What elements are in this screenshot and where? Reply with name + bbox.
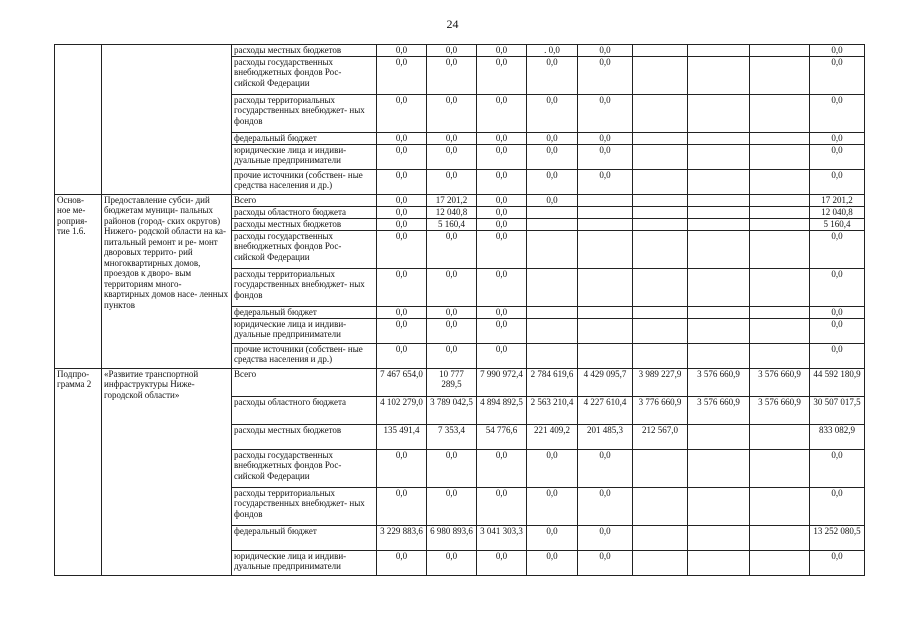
amount-cell: 0,0 bbox=[810, 132, 865, 144]
amount-cell: 0,0 bbox=[527, 56, 578, 94]
amount-cell: 0,0 bbox=[527, 525, 578, 550]
amount-cell bbox=[578, 318, 633, 343]
amount-cell: 2 563 210,4 bbox=[527, 396, 578, 424]
amount-cell: 0,0 bbox=[477, 144, 527, 169]
amount-cell: 0,0 bbox=[427, 144, 477, 169]
amount-cell: 3 789 042,5 bbox=[427, 396, 477, 424]
amount-cell: 0,0 bbox=[810, 487, 865, 525]
funding-source-cell: федеральный бюджет bbox=[232, 306, 377, 318]
amount-cell: . 0,0 bbox=[527, 45, 578, 57]
amount-cell bbox=[633, 45, 688, 57]
amount-cell: 0,0 bbox=[477, 230, 527, 268]
amount-cell bbox=[688, 343, 750, 368]
amount-cell: 0,0 bbox=[578, 132, 633, 144]
amount-cell: 4 102 279,0 bbox=[377, 396, 427, 424]
amount-cell bbox=[750, 218, 810, 230]
amount-cell bbox=[633, 56, 688, 94]
amount-cell: 0,0 bbox=[427, 56, 477, 94]
amount-cell: 3 576 660,9 bbox=[750, 368, 810, 396]
funding-source-cell: прочие источники (собствен- ные средства населения и др.) bbox=[232, 343, 377, 368]
funding-source-cell: расходы государственных внебюджетных фондов Рос- сийской Федерации bbox=[232, 56, 377, 94]
funding-source-cell: юридические лица и индиви- дуальные предприниматели bbox=[232, 318, 377, 343]
amount-cell: 0,0 bbox=[377, 206, 427, 218]
amount-cell bbox=[750, 132, 810, 144]
amount-cell: 0,0 bbox=[377, 194, 427, 206]
amount-cell: 4 429 095,7 bbox=[578, 368, 633, 396]
amount-cell: 0,0 bbox=[377, 487, 427, 525]
amount-cell bbox=[578, 194, 633, 206]
amount-cell bbox=[688, 132, 750, 144]
amount-cell: 135 491,4 bbox=[377, 424, 427, 449]
amount-cell bbox=[688, 550, 750, 575]
amount-cell: 0,0 bbox=[810, 343, 865, 368]
amount-cell: 0,0 bbox=[477, 318, 527, 343]
amount-cell bbox=[578, 218, 633, 230]
funding-source-cell: юридические лица и индиви- дуальные предприниматели bbox=[232, 550, 377, 575]
amount-cell: 0,0 bbox=[578, 525, 633, 550]
amount-cell bbox=[688, 306, 750, 318]
amount-cell bbox=[750, 230, 810, 268]
amount-cell: 0,0 bbox=[477, 449, 527, 487]
amount-cell bbox=[688, 268, 750, 306]
amount-cell: 6 980 893,6 bbox=[427, 525, 477, 550]
measure-code-cell bbox=[55, 45, 102, 195]
amount-cell: 0,0 bbox=[578, 487, 633, 525]
amount-cell: 833 082,9 bbox=[810, 424, 865, 449]
funding-source-cell: расходы территориальных государственных внебюджет- ных фондов bbox=[232, 268, 377, 306]
amount-cell bbox=[688, 56, 750, 94]
amount-cell bbox=[688, 206, 750, 218]
amount-cell: 221 409,2 bbox=[527, 424, 578, 449]
amount-cell bbox=[688, 194, 750, 206]
amount-cell: 0,0 bbox=[377, 94, 427, 132]
amount-cell bbox=[527, 218, 578, 230]
amount-cell bbox=[688, 169, 750, 194]
amount-cell bbox=[527, 318, 578, 343]
amount-cell: 0,0 bbox=[810, 230, 865, 268]
amount-cell bbox=[750, 169, 810, 194]
amount-cell: 0,0 bbox=[527, 550, 578, 575]
amount-cell: 0,0 bbox=[477, 218, 527, 230]
amount-cell bbox=[750, 268, 810, 306]
amount-cell: 17 201,2 bbox=[810, 194, 865, 206]
amount-cell: 7 467 654,0 bbox=[377, 368, 427, 396]
amount-cell bbox=[633, 194, 688, 206]
amount-cell bbox=[633, 144, 688, 169]
amount-cell: 0,0 bbox=[477, 343, 527, 368]
amount-cell: 0,0 bbox=[377, 343, 427, 368]
amount-cell bbox=[750, 487, 810, 525]
amount-cell: 13 252 080,5 bbox=[810, 525, 865, 550]
amount-cell bbox=[688, 424, 750, 449]
amount-cell: 0,0 bbox=[427, 487, 477, 525]
amount-cell: 0,0 bbox=[427, 169, 477, 194]
amount-cell bbox=[633, 343, 688, 368]
budget-table bbox=[54, 44, 865, 576]
amount-cell bbox=[750, 94, 810, 132]
amount-cell: 0,0 bbox=[377, 449, 427, 487]
amount-cell: 0,0 bbox=[477, 194, 527, 206]
amount-cell: 0,0 bbox=[578, 94, 633, 132]
amount-cell: 0,0 bbox=[527, 144, 578, 169]
amount-cell: 3 576 660,9 bbox=[688, 368, 750, 396]
amount-cell: 10 777 289,5 bbox=[427, 368, 477, 396]
amount-cell bbox=[578, 306, 633, 318]
amount-cell: 0,0 bbox=[810, 318, 865, 343]
amount-cell: 0,0 bbox=[477, 550, 527, 575]
amount-cell: 5 160,4 bbox=[427, 218, 477, 230]
funding-source-cell: расходы государственных внебюджетных фондов Рос- сийской Федерации bbox=[232, 449, 377, 487]
funding-source-cell: расходы областного бюджета bbox=[232, 206, 377, 218]
amount-cell: 0,0 bbox=[527, 169, 578, 194]
amount-cell: 0,0 bbox=[377, 45, 427, 57]
amount-cell: 5 160,4 bbox=[810, 218, 865, 230]
funding-source-cell: федеральный бюджет bbox=[232, 132, 377, 144]
amount-cell bbox=[527, 343, 578, 368]
amount-cell: 0,0 bbox=[427, 94, 477, 132]
amount-cell bbox=[633, 306, 688, 318]
amount-cell: 0,0 bbox=[477, 94, 527, 132]
amount-cell: 0,0 bbox=[477, 132, 527, 144]
amount-cell bbox=[688, 144, 750, 169]
amount-cell bbox=[688, 318, 750, 343]
amount-cell bbox=[750, 449, 810, 487]
amount-cell: 54 776,6 bbox=[477, 424, 527, 449]
amount-cell bbox=[633, 132, 688, 144]
amount-cell: 17 201,2 bbox=[427, 194, 477, 206]
amount-cell: 0,0 bbox=[527, 132, 578, 144]
amount-cell: 0,0 bbox=[377, 132, 427, 144]
amount-cell bbox=[633, 218, 688, 230]
amount-cell bbox=[578, 206, 633, 218]
amount-cell bbox=[688, 487, 750, 525]
funding-source-cell: расходы областного бюджета bbox=[232, 396, 377, 424]
measure-title-cell: Предоставление субси- дий бюджетам муници- пальных районов (город- ских округов) Нижего- родской области на ка- питальный ремонт и ре- монт дворовых террито- рий многоквартирных домов, проездов к дворо- вым территориям много- квартирных домов насе- ленных пунктов bbox=[102, 194, 232, 368]
amount-cell: 0,0 bbox=[810, 449, 865, 487]
amount-cell: 0,0 bbox=[578, 169, 633, 194]
amount-cell: 0,0 bbox=[427, 449, 477, 487]
amount-cell: 0,0 bbox=[377, 268, 427, 306]
funding-source-cell: расходы территориальных государственных внебюджет- ных фондов bbox=[232, 487, 377, 525]
funding-source-cell: Всего bbox=[232, 194, 377, 206]
amount-cell bbox=[750, 318, 810, 343]
amount-cell: 0,0 bbox=[427, 550, 477, 575]
amount-cell bbox=[750, 306, 810, 318]
amount-cell: 7 990 972,4 bbox=[477, 368, 527, 396]
amount-cell: 0,0 bbox=[810, 169, 865, 194]
amount-cell bbox=[688, 94, 750, 132]
amount-cell: 0,0 bbox=[527, 194, 578, 206]
funding-source-cell: Всего bbox=[232, 368, 377, 396]
amount-cell bbox=[688, 230, 750, 268]
amount-cell: 44 592 180,9 bbox=[810, 368, 865, 396]
table-row bbox=[55, 194, 865, 206]
amount-cell bbox=[527, 230, 578, 268]
measure-code-cell: Подпро- грамма 2 bbox=[55, 368, 102, 575]
funding-source-cell: расходы территориальных государственных внебюджет- ных фондов bbox=[232, 94, 377, 132]
measure-code-cell: Основ- ное ме- роприя- тие 1.6. bbox=[55, 194, 102, 368]
amount-cell: 0,0 bbox=[477, 487, 527, 525]
amount-cell bbox=[688, 525, 750, 550]
amount-cell: 0,0 bbox=[578, 45, 633, 57]
amount-cell bbox=[633, 94, 688, 132]
amount-cell: 12 040,8 bbox=[427, 206, 477, 218]
amount-cell: 0,0 bbox=[527, 487, 578, 525]
amount-cell: 0,0 bbox=[810, 45, 865, 57]
amount-cell: 0,0 bbox=[578, 449, 633, 487]
amount-cell: 0,0 bbox=[427, 318, 477, 343]
funding-source-cell: юридические лица и индиви- дуальные предприниматели bbox=[232, 144, 377, 169]
amount-cell: 0,0 bbox=[527, 449, 578, 487]
amount-cell: 3 989 227,9 bbox=[633, 368, 688, 396]
amount-cell bbox=[750, 550, 810, 575]
amount-cell bbox=[578, 230, 633, 268]
amount-cell: 0,0 bbox=[427, 306, 477, 318]
amount-cell: 0,0 bbox=[427, 268, 477, 306]
amount-cell bbox=[527, 206, 578, 218]
amount-cell: 201 485,3 bbox=[578, 424, 633, 449]
amount-cell: 0,0 bbox=[810, 94, 865, 132]
amount-cell bbox=[578, 343, 633, 368]
amount-cell: 0,0 bbox=[377, 318, 427, 343]
amount-cell bbox=[633, 169, 688, 194]
amount-cell bbox=[750, 424, 810, 449]
funding-source-cell: федеральный бюджет bbox=[232, 525, 377, 550]
amount-cell: 0,0 bbox=[477, 206, 527, 218]
funding-source-cell: расходы местных бюджетов bbox=[232, 424, 377, 449]
amount-cell bbox=[578, 268, 633, 306]
amount-cell bbox=[633, 268, 688, 306]
measure-title-cell: «Развитие транспортной инфраструктуры Ниже- городской области» bbox=[102, 368, 232, 575]
amount-cell: 0,0 bbox=[477, 169, 527, 194]
amount-cell: 3 576 660,9 bbox=[750, 396, 810, 424]
amount-cell: 4 227 610,4 bbox=[578, 396, 633, 424]
amount-cell bbox=[750, 56, 810, 94]
amount-cell: 0,0 bbox=[477, 56, 527, 94]
amount-cell bbox=[633, 550, 688, 575]
amount-cell: 0,0 bbox=[578, 56, 633, 94]
amount-cell: 0,0 bbox=[477, 45, 527, 57]
amount-cell: 3 576 660,9 bbox=[688, 396, 750, 424]
amount-cell: 3 041 303,3 bbox=[477, 525, 527, 550]
amount-cell: 4 894 892,5 bbox=[477, 396, 527, 424]
amount-cell bbox=[750, 343, 810, 368]
amount-cell bbox=[633, 318, 688, 343]
amount-cell: 0,0 bbox=[377, 550, 427, 575]
funding-source-cell: расходы местных бюджетов bbox=[232, 45, 377, 57]
amount-cell: 0,0 bbox=[427, 45, 477, 57]
amount-cell: 0,0 bbox=[427, 132, 477, 144]
amount-cell: 0,0 bbox=[377, 218, 427, 230]
measure-title-cell bbox=[102, 45, 232, 195]
amount-cell: 0,0 bbox=[578, 550, 633, 575]
amount-cell bbox=[750, 45, 810, 57]
amount-cell: 0,0 bbox=[377, 169, 427, 194]
amount-cell: 0,0 bbox=[477, 306, 527, 318]
amount-cell: 0,0 bbox=[427, 230, 477, 268]
table-row bbox=[55, 368, 865, 396]
amount-cell: 3 229 883,6 bbox=[377, 525, 427, 550]
amount-cell: 0,0 bbox=[377, 144, 427, 169]
amount-cell: 0,0 bbox=[427, 343, 477, 368]
amount-cell bbox=[633, 449, 688, 487]
amount-cell: 0,0 bbox=[810, 56, 865, 94]
amount-cell bbox=[527, 306, 578, 318]
funding-source-cell: прочие источники (собствен- ные средства населения и др.) bbox=[232, 169, 377, 194]
amount-cell bbox=[750, 194, 810, 206]
amount-cell: 3 776 660,9 bbox=[633, 396, 688, 424]
amount-cell: 30 507 017,5 bbox=[810, 396, 865, 424]
amount-cell: 12 040,8 bbox=[810, 206, 865, 218]
amount-cell bbox=[633, 206, 688, 218]
funding-source-cell: расходы местных бюджетов bbox=[232, 218, 377, 230]
amount-cell: 0,0 bbox=[377, 56, 427, 94]
amount-cell: 0,0 bbox=[810, 550, 865, 575]
amount-cell: 0,0 bbox=[377, 230, 427, 268]
amount-cell: 0,0 bbox=[810, 268, 865, 306]
amount-cell bbox=[750, 144, 810, 169]
page-number: 24 bbox=[446, 17, 459, 31]
amount-cell bbox=[750, 206, 810, 218]
funding-source-cell: расходы государственных внебюджетных фондов Рос- сийской Федерации bbox=[232, 230, 377, 268]
amount-cell: 0,0 bbox=[578, 144, 633, 169]
amount-cell bbox=[527, 268, 578, 306]
amount-cell: 0,0 bbox=[477, 268, 527, 306]
amount-cell: 2 784 619,6 bbox=[527, 368, 578, 396]
amount-cell: 0,0 bbox=[377, 306, 427, 318]
amount-cell: 0,0 bbox=[810, 144, 865, 169]
amount-cell bbox=[688, 218, 750, 230]
amount-cell: 0,0 bbox=[810, 306, 865, 318]
amount-cell bbox=[688, 449, 750, 487]
amount-cell: 7 353,4 bbox=[427, 424, 477, 449]
amount-cell bbox=[750, 525, 810, 550]
amount-cell bbox=[688, 45, 750, 57]
amount-cell bbox=[633, 525, 688, 550]
amount-cell bbox=[633, 230, 688, 268]
amount-cell bbox=[633, 487, 688, 525]
table-row bbox=[55, 45, 865, 57]
amount-cell: 0,0 bbox=[527, 94, 578, 132]
amount-cell: 212 567,0 bbox=[633, 424, 688, 449]
